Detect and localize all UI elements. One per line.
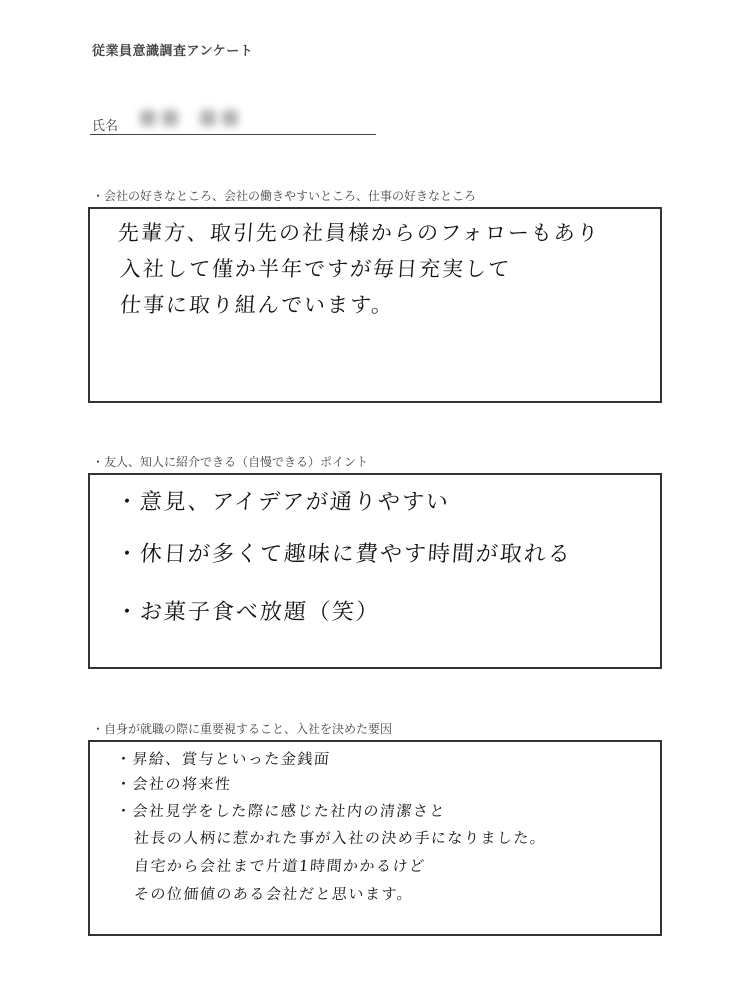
section2-answer-box [88, 473, 662, 669]
section2-answer-line: ・休日が多くて趣味に費やす時間が取れる [114, 542, 573, 567]
section3-answer-box [88, 740, 662, 936]
survey-title: 従業員意識調査アンケート [92, 44, 254, 59]
section1-answer-line: 仕事に取り組んでいます。 [119, 293, 396, 317]
section3-answer-line: ・昇給、賞与といった金銭面 [115, 750, 332, 768]
section1-answer-line: 先輩方、取引先の社員様からのフォローもあり [117, 221, 601, 245]
name-label: 氏名 [92, 119, 119, 134]
section3-answer-line: ・会社の将来性 [115, 775, 233, 793]
section3-answer-line: その位価値のある会社だと思います。 [133, 885, 415, 903]
section3-answer-line: 社長の人柄に惹かれた事が入社の決め手になりました。 [133, 829, 548, 847]
section3-answer-line: ・会社見学をした際に感じた社内の清潔さと [115, 802, 447, 820]
section3-answer-line: 自宅から会社まで片道1時間かかるけど [133, 857, 427, 875]
section2-answer-line: ・意見、アイデアが通りやすい [114, 490, 451, 515]
name-field [90, 110, 376, 135]
section1-question: ・会社の好きなところ、会社の働きやすいところ、仕事の好きなところ [92, 189, 477, 203]
section1-answer-line: 入社して僅か半年ですが毎日充実して [119, 257, 512, 281]
section1-answer-box [88, 207, 662, 403]
section2-answer-line: ・お菓子食べ放題（笑） [114, 600, 381, 625]
section3-question: ・自身が就職の際に重要視すること、入社を決めた要因 [92, 722, 393, 736]
section2-question: ・友人、知人に紹介できる（自慢できる）ポイント [92, 455, 369, 469]
redacted-name [140, 110, 260, 132]
